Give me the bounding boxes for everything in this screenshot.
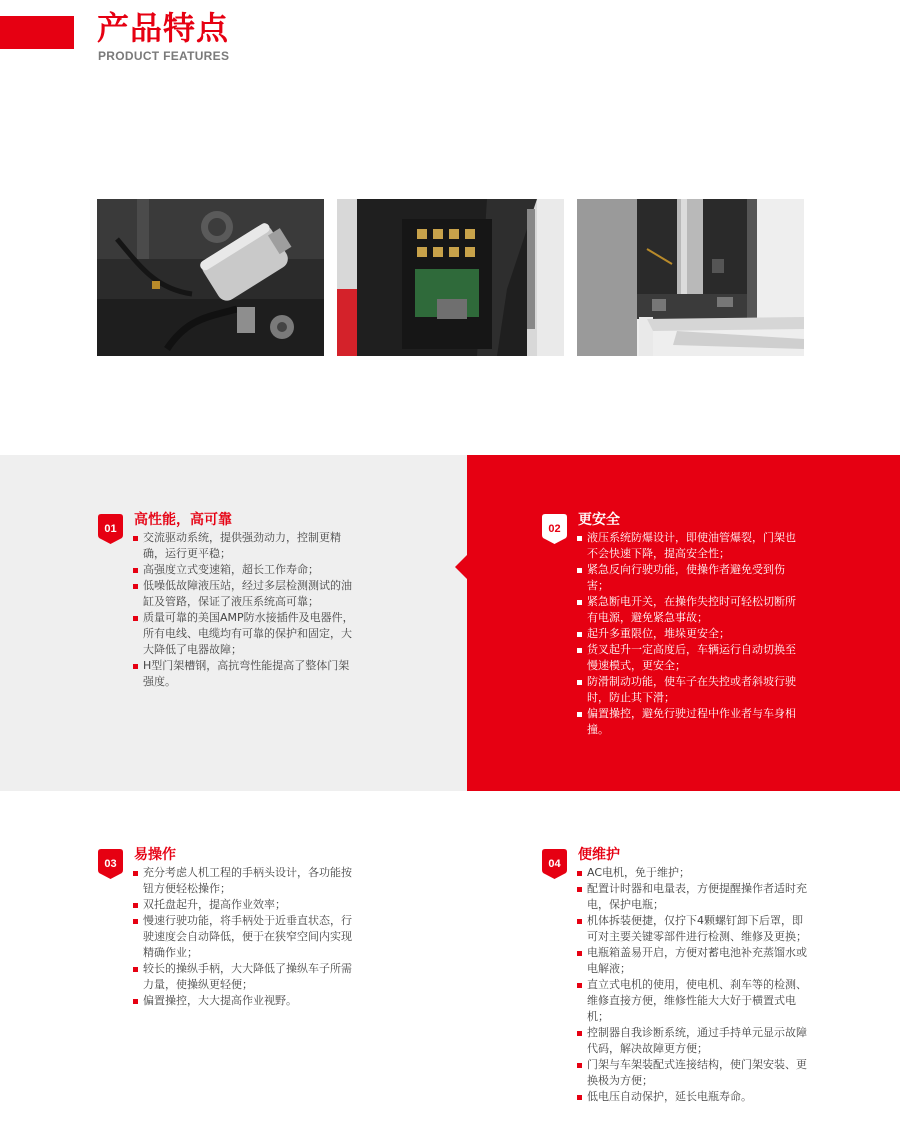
feature-title: 便维护 [578, 847, 620, 863]
list-item: H型门架槽钢，高抗弯性能提高了整体门架强度。 [132, 658, 360, 690]
list-item: 交流驱动系统，提供强劲动力，控制更精确，运行更平稳； [132, 530, 360, 562]
list-item: 货叉起升一定高度后，车辆运行自动切换至慢速模式，更安全； [576, 642, 804, 674]
badge-number: 04 [548, 858, 561, 870]
list-item: 紧急反向行驶功能，使操作者避免受到伤害； [576, 562, 804, 594]
list-item: 高强度立式变速箱，超长工作寿命； [132, 562, 360, 578]
feature-title: 高性能，高可靠 [134, 512, 232, 528]
list-item: 双托盘起升，提高作业效率； [132, 897, 360, 913]
band-notch-arrow [455, 555, 467, 579]
list-item: 质量可靠的美国AMP防水接插件及电器件，所有电线、电缆均有可靠的保护和固定，大大降低了电器故障； [132, 610, 360, 658]
feature-list [576, 865, 808, 1105]
list-item: 紧急断电开关，在操作失控时可轻松切断所有电源，避免紧急事故； [576, 594, 804, 626]
list-item: 偏置操控，避免行驶过程中作业者与车身相撞。 [576, 706, 804, 738]
number-badge [541, 513, 568, 545]
list-item: 机体拆装便捷，仅拧下4颗螺钉卸下后罩，即可对主要关键零部件进行检测、维修及更换； [576, 913, 808, 945]
list-item: 慢速行驶功能，将手柄处于近垂直状态，行驶速度会自动降低，便于在狭窄空间内实现精确作业； [132, 913, 360, 961]
list-item: 较长的操纵手柄，大大降低了操纵车子所需力量，使操纵更轻便； [132, 961, 360, 993]
feature-list [576, 530, 804, 738]
list-item: 低噪低故障液压站，经过多层检测测试的油缸及管路，保证了液压系统高可靠； [132, 578, 360, 610]
battery-compartment-photo [337, 199, 564, 356]
badge-number: 03 [104, 858, 117, 870]
list-item: 偏置操控，大大提高作业视野。 [132, 993, 360, 1009]
list-item: 低电压自动保护，延长电瓶寿命。 [576, 1089, 808, 1105]
list-item: 直立式电机的使用，使电机、刹车等的检测、维修直接方便，维修性能大大好于横置式电机； [576, 977, 808, 1025]
motor-and-hydraulic-photo [97, 199, 324, 356]
number-badge [541, 848, 568, 880]
list-item: 防滑制动功能，使车子在失控或者斜坡行驶时，防止其下滑； [576, 674, 804, 706]
feature-list [132, 530, 360, 690]
list-item: 电瓶箱盖易开启，方便对蓄电池补充蒸馏水或电解液； [576, 945, 808, 977]
feature-title: 易操作 [134, 847, 176, 863]
list-item: 门架与车架装配式连接结构，使门架安装、更换极为方便； [576, 1057, 808, 1089]
number-badge [97, 513, 124, 545]
badge-number: 01 [104, 523, 117, 535]
mast-and-fork-photo [577, 199, 804, 356]
number-badge [97, 848, 124, 880]
feature-list [132, 865, 360, 1009]
page-subtitle: PRODUCT FEATURES [98, 49, 230, 63]
list-item: 液压系统防爆设计，即使油管爆裂，门架也不会快速下降，提高安全性； [576, 530, 804, 562]
list-item: 充分考虑人机工程的手柄头设计，各功能按钮方便轻松操作； [132, 865, 360, 897]
list-item: 起升多重限位，堆垛更安全； [576, 626, 804, 642]
page-title: 产品特点 [97, 9, 230, 47]
list-item: 控制器自我诊断系统，通过手持单元显示故障代码，解决故障更方便； [576, 1025, 808, 1057]
list-item: 配置计时器和电量表，方便提醒操作者适时充电，保护电瓶； [576, 881, 808, 913]
badge-number: 02 [548, 523, 561, 535]
list-item: AC电机，免于维护； [576, 865, 808, 881]
header-accent-bar [0, 16, 74, 49]
feature-title: 更安全 [578, 512, 620, 528]
